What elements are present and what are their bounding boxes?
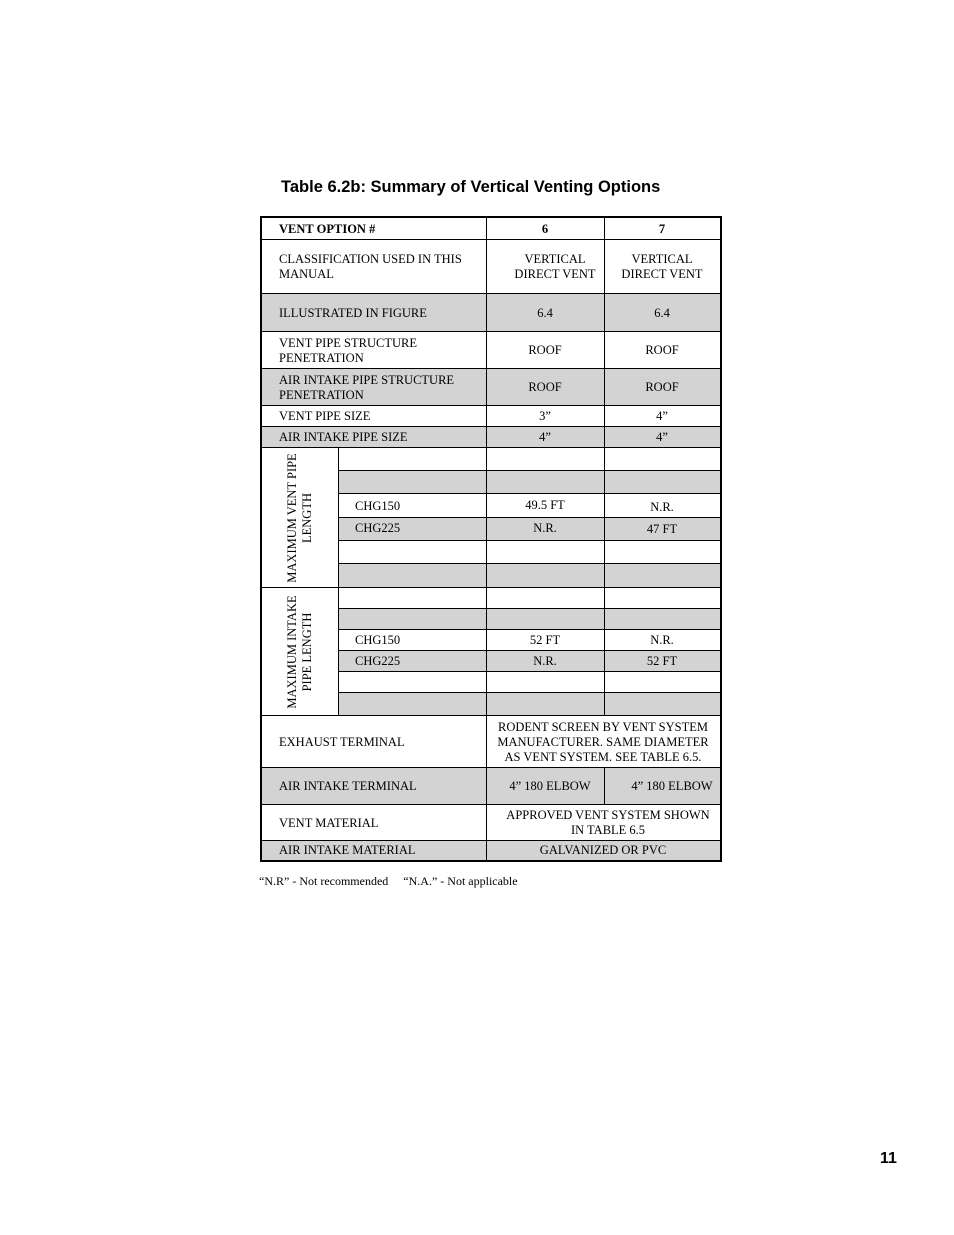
grid-line [338, 629, 720, 630]
vent-size-label: VENT PIPE SIZE [279, 409, 371, 423]
max-vent-model-1-col-6: 49.5 FT [525, 497, 565, 512]
grid-line [262, 715, 720, 716]
footnote [259, 874, 518, 889]
air-size-label: AIR INTAKE PIPE SIZE [279, 430, 408, 444]
max-vent-blank-row-6 [338, 564, 720, 588]
grid-line [262, 804, 720, 805]
max-intake-group-label: MAXIMUM INTAKE PIPE LENGTH [285, 595, 314, 709]
grid-line [338, 493, 720, 494]
footnote-na: “N.A.” - Not applicable [403, 874, 518, 888]
classification-label: CLASSIFICATION USED IN THIS MANUAL [279, 252, 462, 281]
illustrated-col-6: 6.4 [537, 305, 553, 320]
page-title: Table 6.2b: Summary of Vertical Venting Options [281, 178, 661, 196]
max-intake-model-1: CHG150 [355, 633, 401, 647]
grid-line [338, 517, 720, 518]
grid-line [262, 368, 720, 369]
air-material-value: GALVANIZED OR PVC [539, 843, 667, 857]
grid-line [262, 426, 720, 427]
vent-material-label: VENT MATERIAL [279, 815, 379, 830]
grid-line [338, 563, 720, 564]
vent-penetration-col-7: ROOF [645, 343, 679, 357]
exhaust-terminal-label: EXHAUST TERMINAL [279, 734, 405, 749]
grid-line [262, 447, 720, 448]
vent-size-col-7: 4” [656, 409, 668, 423]
illustrated-col-7: 6.4 [654, 305, 670, 320]
air-penetration-col-7: ROOF [645, 380, 679, 394]
vent-penetration-col-6: ROOF [528, 343, 562, 357]
grid-line [262, 767, 720, 768]
max-intake-model-1-col-7: N.R. [650, 633, 674, 647]
illustrated-label: ILLUSTRATED IN FIGURE [279, 305, 427, 320]
grid-line [486, 218, 487, 860]
grid-line [338, 671, 720, 672]
classification-col-6: VERTICAL DIRECT VENT [514, 252, 596, 281]
grid-line [604, 218, 605, 716]
max-vent-blank-row-2 [338, 471, 720, 494]
air-terminal-col-7: 4” 180 ELBOW [631, 779, 713, 793]
venting-options-table [260, 216, 722, 862]
max-vent-model-2: CHG225 [355, 521, 401, 535]
grid-line [338, 608, 720, 609]
max-intake-model-2-col-6: N.R. [533, 654, 557, 668]
max-intake-model-2-col-7: 52 FT [646, 654, 678, 668]
grid-line [338, 650, 720, 651]
grid-line [604, 767, 605, 804]
grid-line [338, 692, 720, 693]
air-terminal-label: AIR INTAKE TERMINAL [279, 779, 417, 793]
max-intake-group-label-cell [262, 588, 338, 716]
grid-line [338, 540, 720, 541]
grid-line [262, 293, 720, 294]
air-size-col-7: 4” [656, 430, 668, 444]
air-terminal-col-6: 4” 180 ELBOW [509, 779, 591, 793]
max-vent-group-label: MAXIMUM VENT PIPE LENGTH [285, 453, 314, 583]
header-label: VENT OPTION # [279, 221, 376, 236]
max-vent-group-label-cell [262, 448, 338, 588]
max-vent-model-1-col-7: N.R. [650, 499, 674, 514]
max-vent-model-2-col-7: 47 FT [646, 522, 678, 536]
air-size-col-6: 4” [539, 430, 551, 444]
grid-line [338, 470, 720, 471]
vent-material-value: APPROVED VENT SYSTEM SHOWN IN TABLE 6.5 [506, 808, 710, 837]
header-col-6: 6 [541, 221, 549, 236]
air-material-label: AIR INTAKE MATERIAL [279, 843, 416, 857]
vent-penetration-label: VENT PIPE STRUCTURE PENETRATION [279, 335, 417, 365]
exhaust-terminal-value: RODENT SCREEN BY VENT SYSTEM MANUFACTURER. SAME DIAMETER AS VENT SYSTEM. SEE TABLE 6.5. [497, 719, 709, 764]
classification-col-7: VERTICAL DIRECT VENT [621, 252, 703, 281]
grid-line [262, 587, 720, 588]
grid-line [262, 840, 720, 841]
max-intake-model-2: CHG225 [355, 654, 401, 668]
max-intake-blank-row-6 [338, 693, 720, 716]
grid-line [338, 448, 339, 716]
max-intake-blank-row-2 [338, 609, 720, 630]
header-col-7: 7 [658, 221, 666, 236]
max-vent-model-2-col-6: N.R. [533, 521, 557, 535]
max-intake-model-1-col-6: 52 FT [529, 633, 561, 647]
air-penetration-label: AIR INTAKE PIPE STRUCTURE PENETRATION [279, 372, 455, 402]
footnote-nr: “N.R” - Not recommended [259, 874, 389, 888]
grid-line [262, 239, 720, 240]
vent-size-col-6: 3” [539, 409, 551, 423]
grid-line [262, 331, 720, 332]
page-number: 11 [880, 1150, 897, 1167]
max-vent-model-1: CHG150 [355, 498, 401, 513]
grid-line [262, 405, 720, 406]
air-penetration-col-6: ROOF [528, 380, 562, 394]
